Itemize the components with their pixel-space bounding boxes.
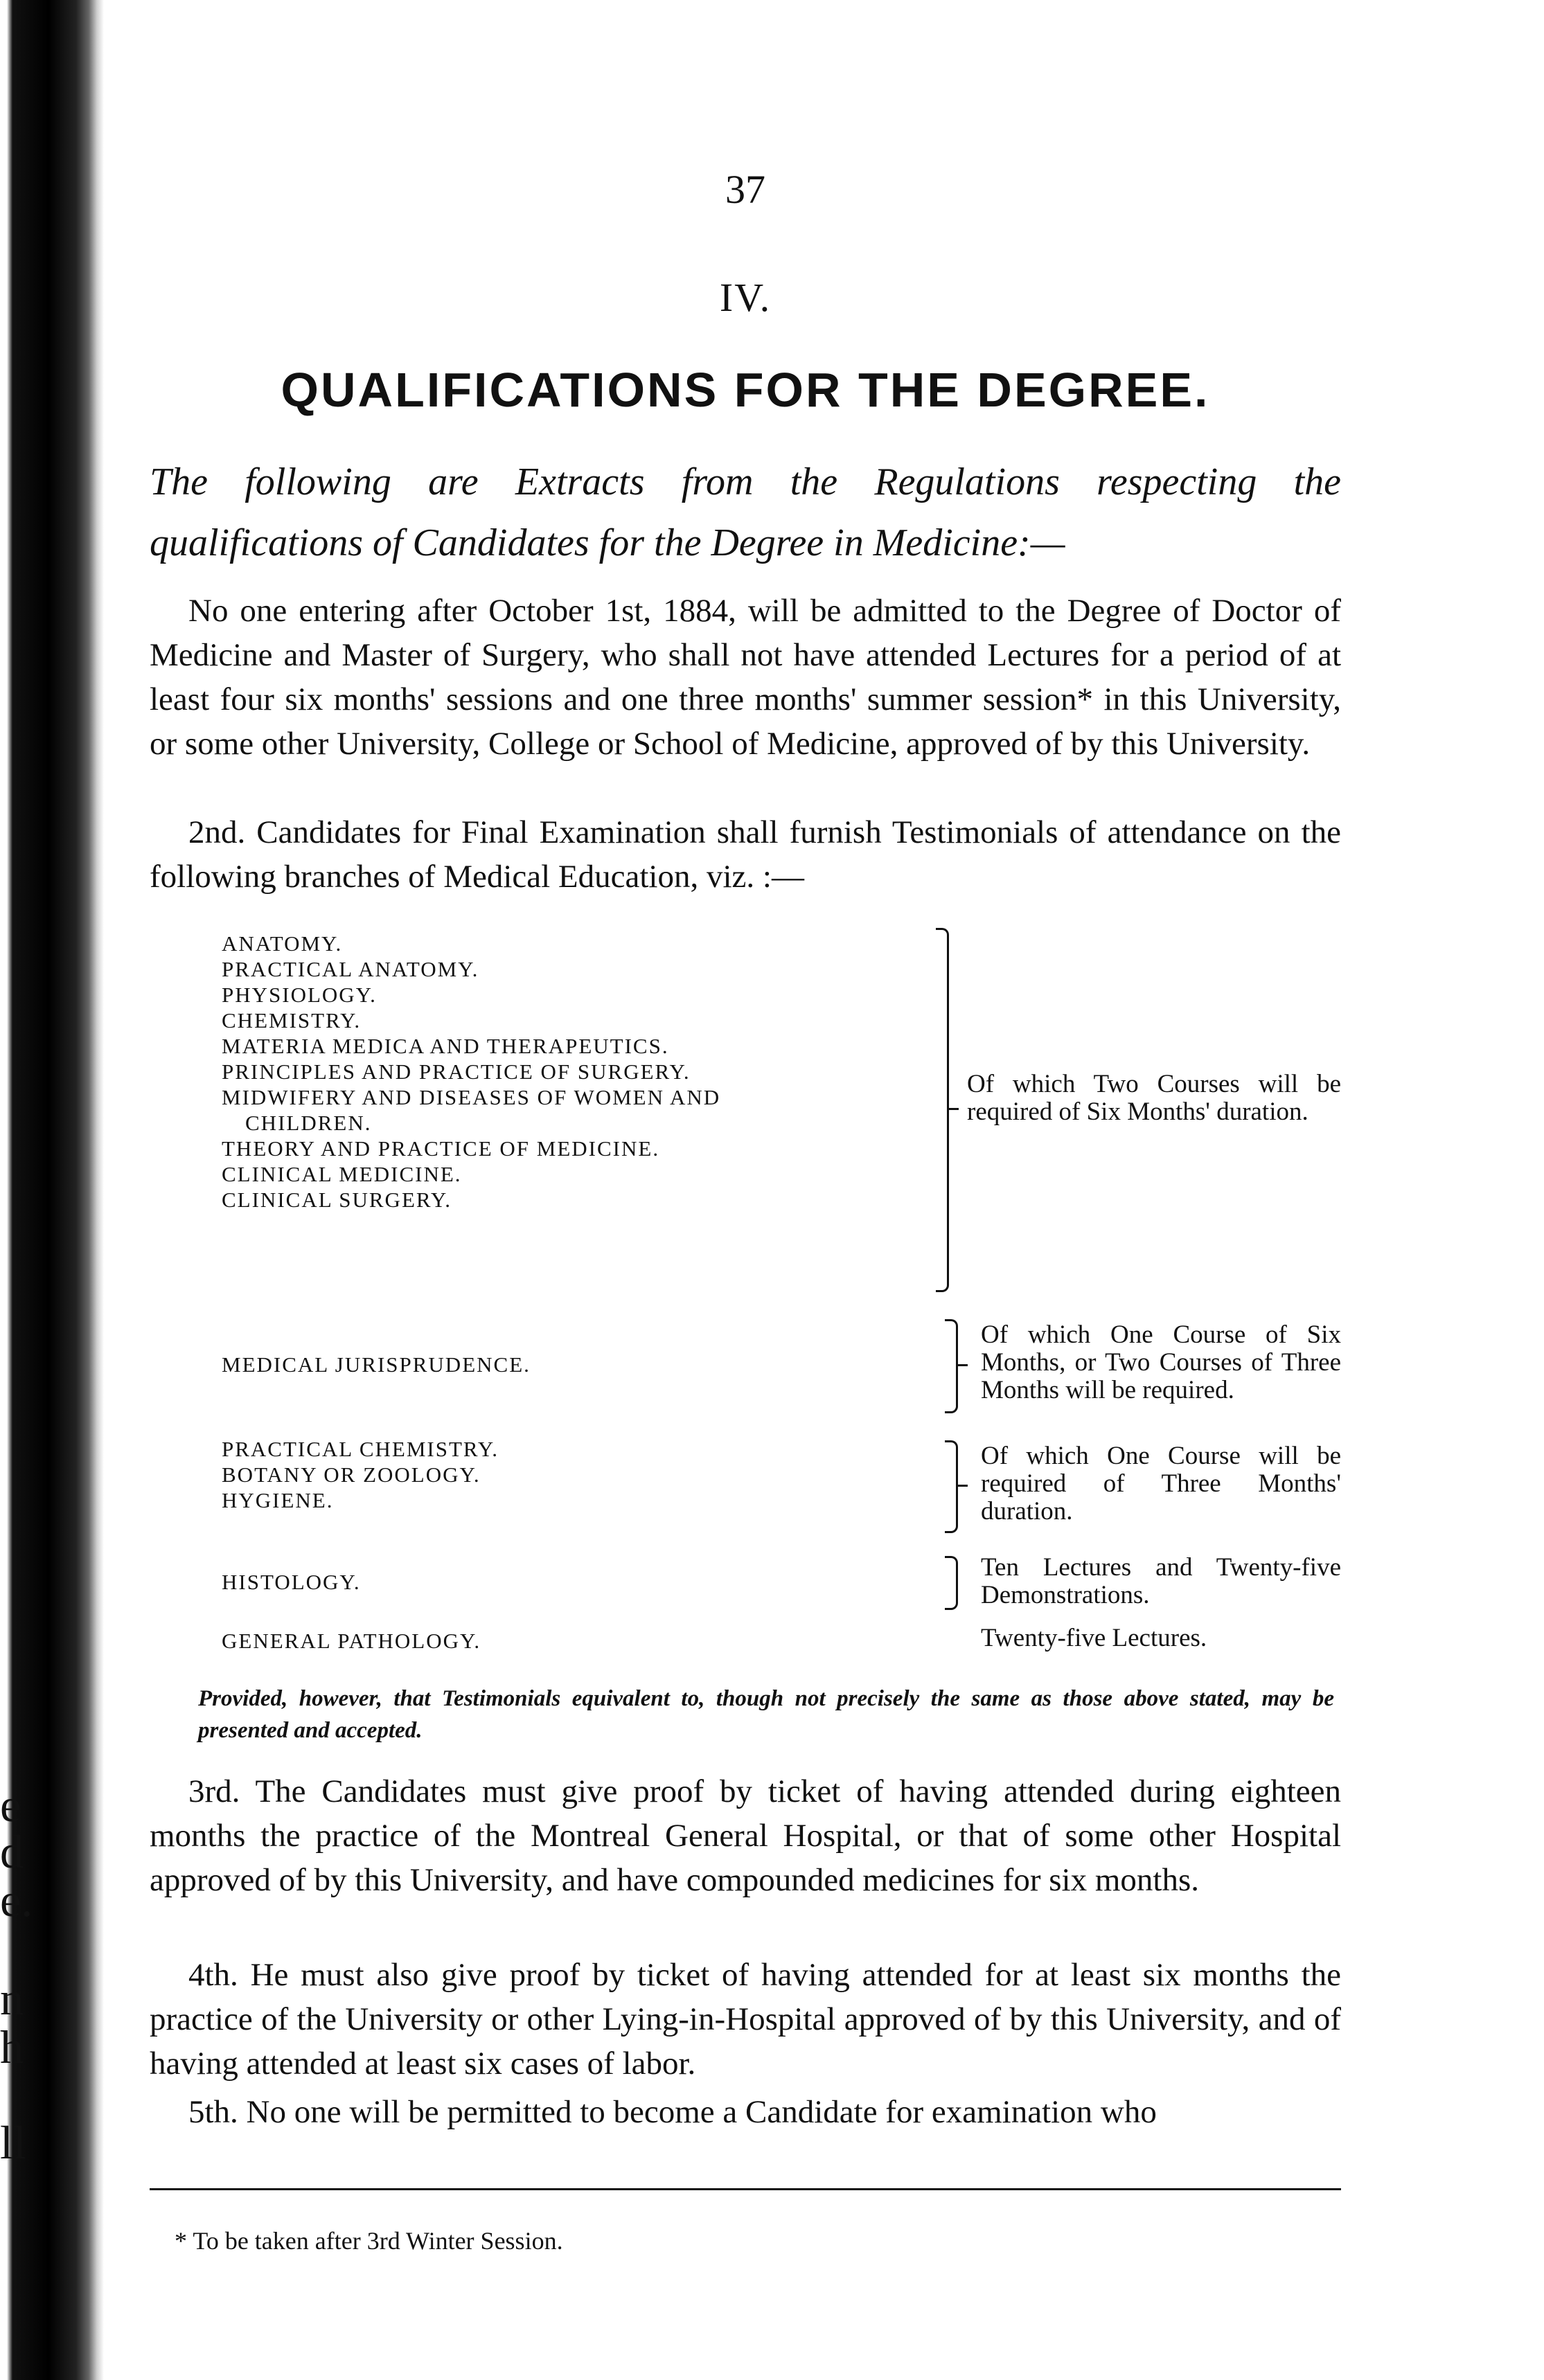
brace-tip bbox=[958, 1485, 968, 1487]
subject-item: PRACTICAL CHEMISTRY. bbox=[222, 1437, 499, 1461]
regulation-paragraph-second: 2nd. Candidates for Final Examination shall furnish Testimonials of attendance on the following branches of Medical Education, viz. :— bbox=[150, 814, 1341, 895]
margin-fragment: e bbox=[0, 1779, 21, 1832]
group-4-note: Ten Lectures and Twenty-five Demonstrations. bbox=[981, 1553, 1341, 1609]
subject-item: MIDWIFERY AND DISEASES OF WOMEN AND bbox=[222, 1085, 721, 1109]
subject-list-group-1 bbox=[222, 931, 928, 1213]
subject-list-group-3 bbox=[222, 1436, 928, 1513]
margin-fragment: h bbox=[0, 2021, 24, 2073]
group-2-note: Of which One Course of Six Months, or Two Courses of Three Months will be required. bbox=[981, 1321, 1341, 1404]
brace-tip bbox=[949, 1108, 959, 1110]
subject-item: HYGIENE. bbox=[222, 1488, 334, 1512]
subject-item: CHEMISTRY. bbox=[222, 1008, 362, 1032]
page-number: 37 bbox=[725, 167, 765, 212]
group-1-note: Of which Two Courses will be required of Six Months' duration. bbox=[967, 1070, 1341, 1126]
subject-item: PRACTICAL ANATOMY. bbox=[222, 957, 479, 981]
group-5-note: Twenty-five Lectures. bbox=[981, 1624, 1207, 1652]
brace-group-1 bbox=[936, 928, 949, 1292]
margin-fragment: e. bbox=[0, 1874, 33, 1926]
subject-item: CHILDREN. bbox=[245, 1111, 372, 1135]
regulation-paragraph-fourth: 4th. He must also give proof by ticket of having attended for at least six months the practice of the University or other Lying-in-Hospital approved of by this University, and of having attended at least six cases of labor. bbox=[150, 1957, 1341, 2082]
subject-item: PHYSIOLOGY. bbox=[222, 983, 377, 1007]
margin-fragment: ll bbox=[0, 2116, 26, 2169]
subject-item: PRINCIPLES AND PRACTICE OF SURGERY. bbox=[222, 1059, 691, 1084]
regulation-paragraph-first: No one entering after October 1st, 1884, will be admitted to the Degree of Doctor of Medicine and Master of Surgery, who shall not have attended Lectures for a period of at least four six months' sessions and one three months' summer session* in this University, or some other University, College or School of Medicine, approved of by this University. bbox=[150, 593, 1341, 762]
intro-paragraph: The following are Extracts from the Regulations respecting the qualifications of Candidates for the Degree in Medicine:— bbox=[150, 460, 1341, 564]
subject-item: CLINICAL SURGERY. bbox=[222, 1188, 452, 1212]
regulation-paragraph-third: 3rd. The Candidates must give proof by ticket of having attended during eighteen months the practice of the Montreal General Hospital, or that of some other Hospital approved of by this University, and have compounded medicines for six months. bbox=[150, 1773, 1341, 1898]
brace-tip bbox=[958, 1364, 968, 1366]
page bbox=[150, 0, 1341, 2380]
subject-item: GENERAL PATHOLOGY. bbox=[222, 1629, 481, 1653]
proviso-note: Provided, however, that Testimonials equivalent to, though not precisely the same as those above stated, may be presented and accepted. bbox=[198, 1686, 1334, 1743]
subject-list-group-4 bbox=[222, 1569, 928, 1595]
margin-fragment: d bbox=[0, 1825, 24, 1878]
subject-item: ANATOMY. bbox=[222, 931, 343, 956]
footnote: * To be taken after 3rd Winter Session. bbox=[175, 2227, 563, 2255]
subject-item: MEDICAL JURISPRUDENCE. bbox=[222, 1352, 531, 1377]
subject-item: CLINICAL MEDICINE. bbox=[222, 1162, 462, 1186]
subject-list-group-2 bbox=[222, 1352, 928, 1377]
brace-group-2 bbox=[945, 1319, 958, 1413]
brace-group-3 bbox=[945, 1440, 958, 1533]
subject-item: MATERIA MEDICA AND THERAPEUTICS. bbox=[222, 1034, 669, 1058]
subject-list-group-5 bbox=[222, 1628, 928, 1654]
page-title: QUALIFICATIONS FOR THE DEGREE. bbox=[281, 363, 1210, 417]
subject-item: THEORY AND PRACTICE OF MEDICINE. bbox=[222, 1136, 660, 1161]
footnote-divider bbox=[150, 2188, 1341, 2190]
group-3-note: Of which One Course will be required of Three Months' duration. bbox=[981, 1442, 1341, 1525]
section-numeral: IV. bbox=[719, 275, 772, 320]
subject-item: BOTANY OR ZOOLOGY. bbox=[222, 1462, 481, 1487]
brace-group-4 bbox=[945, 1556, 958, 1610]
regulation-paragraph-fifth: 5th. No one will be permitted to become a Candidate for examination who bbox=[188, 2094, 1157, 2130]
margin-fragment: n bbox=[0, 1972, 24, 2025]
subject-item: HISTOLOGY. bbox=[222, 1570, 361, 1594]
